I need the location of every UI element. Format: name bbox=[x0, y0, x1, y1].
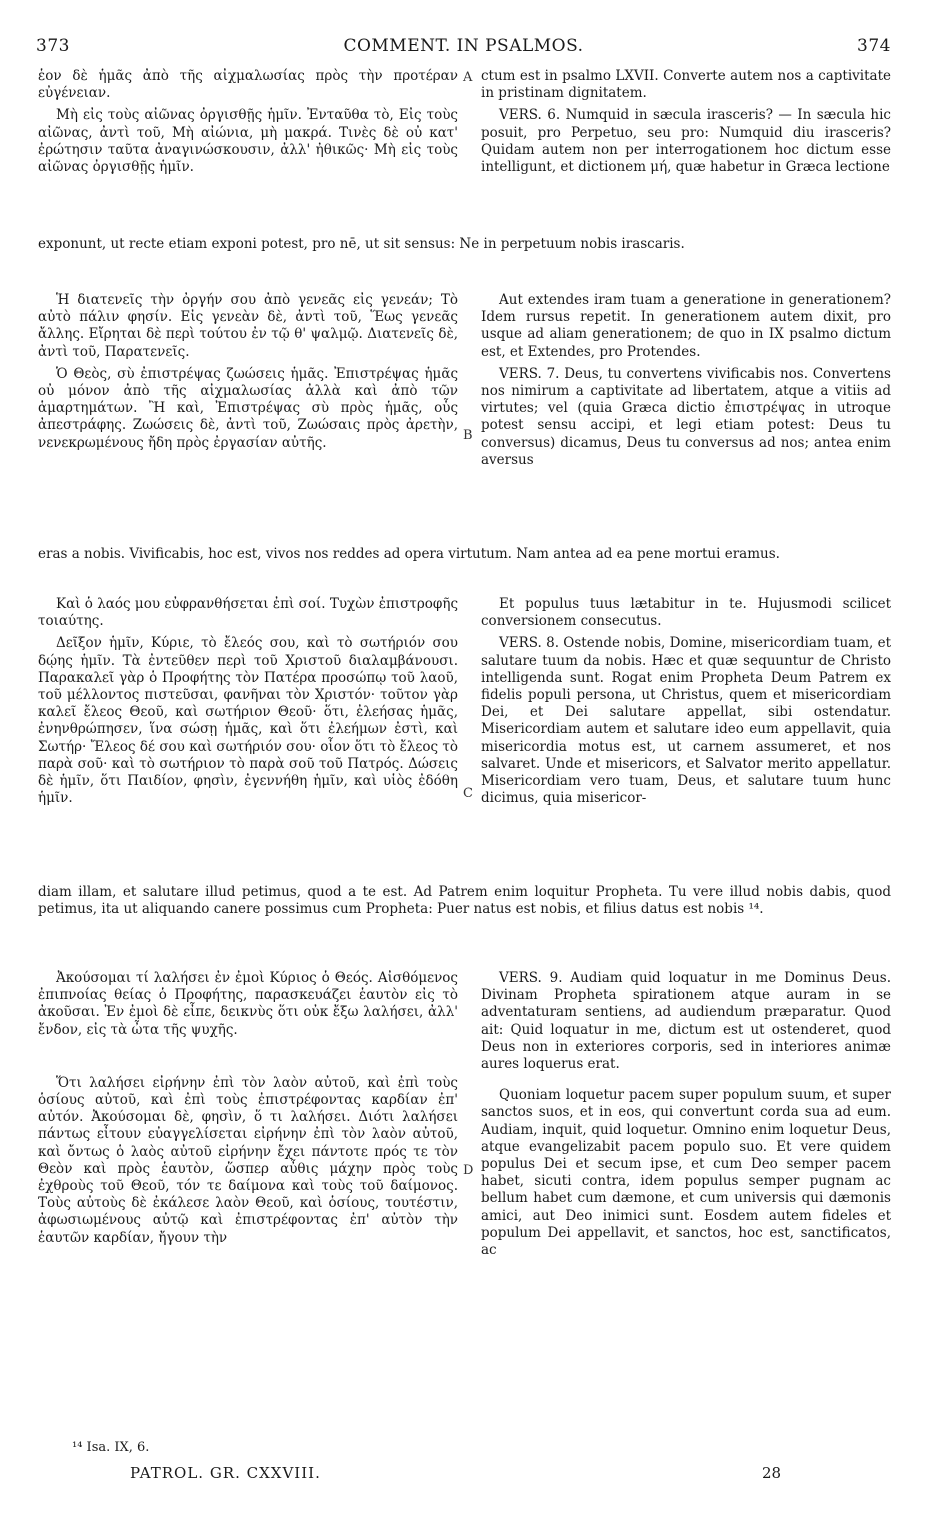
greek-paragraph: Μὴ εἰς τοὺς αἰῶνας ὀργισθῇς ἡμῖν. Ἐνταῦθα τὸ, Εἰς τοὺς αἰῶνας, ἀντὶ τοῦ, Μὴ αἰώνια, μὴ μακρά. Τινὲς δὲ οὐ κατ' ἐρώτησιν ταῦτα ἀναγινώσκουσιν, ἀλλ' ἠθικῶς· Μὴ εἰς τοὺς αἰῶνας ὀργισθῇς ἡμῖν. bbox=[38, 107, 458, 176]
latin-paragraph: VERS. 6. Numquid in sæcula irasceris? — In sæcula hic posuit, pro Perpetuo, seu pro: Numquid diu irasceris? Quidam autem non per interrogationem hoc dictum esse intelligunt, et dictionem μή, quæ habetur in Græca lectione bbox=[481, 107, 891, 176]
margin-letter-c: C bbox=[463, 786, 473, 801]
greek-paragraph: Ἡ διατενεῖς τὴν ὀργήν σου ἀπὸ γενεᾶς εἰς γενεάν; Τὸ αὐτὸ πάλιν φησίν. Εἰς γενεὰν δὲ, ἀντὶ τοῦ, Ἕως γενεᾶς ἄλλης. Εἴρηται δὲ περὶ τούτου ἐν τῷ θ' ψαλμῷ. Διατενεῖς δὲ, ἀντὶ τοῦ, Παρατενεῖς. bbox=[38, 292, 458, 360]
greek-column-block-4 bbox=[38, 970, 458, 1247]
latin-paragraph: VERS. 9. Audiam quid loquatur in me Dominus Deus. Divinam Propheta spirationem atque auram in se adventaturam sentiens, ad audiendum præparatur. Quod ait: Quid loquatur in me, dictum est ut ostenderet, quod Deus non in exteriores corporis, sed in interiores animæ aures loquerus erat. bbox=[481, 970, 891, 1073]
greek-paragraph: Καὶ ὁ λαός μου εὐφρανθήσεται ἐπὶ σοί. Τυχὼν ἐπιστροφῆς τοιαύτης. bbox=[38, 596, 458, 630]
latin-paragraph: VERS. 8. Ostende nobis, Domine, misericordiam tuam, et salutare tuum da nobis. Hæc et quæ sequuntur de Christo intelligenda sunt. Rogat enim Propheta Deum Patrem ex fidelis populi persona, ut Christus, quem et misericordiam Dei, et Dei salutare appellat, sibi ostendatur. Misericordiam autem et salutare ideo eum appellavit, quia misericordia motus est, ut carnem assumeret, et nos salvaret. Unde et misericors, et Salvator merito appellatur. Misericordiam vero tuam, Deus, et salutare tuum hunc dicimus, quia misericor- bbox=[481, 635, 891, 807]
greek-paragraph: Ὁ Θεὸς, σὺ ἐπιστρέψας ζωώσεις ἡμᾶς. Ἐπιστρέψας ἡμᾶς οὐ μόνον ἀπὸ τῆς αἰχμαλωσίας ἀλλὰ καὶ ἀπὸ τῶν ἁμαρτημάτων. Ἢ καὶ, Ἐπιστρέψας σὺ πρὸς ἡμᾶς, οὗς ἀπεστράφης. Ζωώσεις δὲ, ἀντὶ τοῦ, Ζωώσαις πρὸς ἀρετὴν, νενεκρωμένους ἤδη πρὸς ἐργασίαν αὐτῆς. bbox=[38, 365, 458, 451]
greek-paragraph: Ἀκούσομαι τί λαλήσει ἐν ἐμοὶ Κύριος ὁ Θεός. Αἰσθόμενος ἐπιπνοίας θείας ὁ Προφήτης, παρασκευάζει ἑαυτὸν εἰς τὸ ἀκοῦσαι. Ἐν ἐμοὶ δὲ εἶπε, δεικνὺς ὅτι οὐκ ἔξω λαλήσει, ἀλλ' ἔνδον, εἰς τὰ ὦτα τῆς ψυχῆς. bbox=[38, 970, 458, 1038]
margin-letter-b: B bbox=[463, 428, 473, 443]
greek-column-block-2 bbox=[38, 292, 458, 452]
footnote: ¹⁴ Isa. IX, 6. bbox=[72, 1440, 150, 1455]
latin-paragraph: ctum est in psalmo LXVII. Converte autem nos a captivitate in pristinam dignitatem. bbox=[481, 68, 891, 102]
latin-column-block-2 bbox=[481, 292, 891, 469]
right-page-number: 374 bbox=[857, 36, 891, 56]
margin-letter-d: D bbox=[463, 1163, 474, 1178]
latin-paragraph: Et populus tuus lætabitur in te. Hujusmodi scilicet conversionem consecutus. bbox=[481, 596, 891, 630]
full-width-line-block-3: diam illam, et salutare illud petimus, quod a te est. Ad Patrem enim loquitur Propheta. Tu vere illud nobis dabis, quod petimus, ita ut aliquando canere possimus cum Propheta: Puer natus est nobis, et filius datus est nobis ¹⁴. bbox=[38, 884, 891, 918]
greek-column-block-3 bbox=[38, 596, 458, 807]
latin-paragraph: Quoniam loquetur pacem super populum suum, et super sanctos suos, et in eos, qui convertunt corda sua ad eum. Audiam, inquit, quid loquetur. Omnino enim loquetur Deus, atque evangelizabit pacem populo suo. Et vere quidem populus Dei et secum ipse, et cum Deo semper pacem habet, sicuti contra, idem populus semper pugnam ac bellum habet cum dæmone, et cum universis qui dæmonis amici, aut Deo inimici sunt. Eosdem autem fideles et populum Dei appellavit, et sanctos, hoc est, sanctificatos, ac bbox=[481, 1087, 891, 1259]
greek-column-block-1 bbox=[38, 68, 458, 176]
latin-column-block-4 bbox=[481, 970, 891, 1259]
margin-letter-a: A bbox=[463, 70, 473, 85]
latin-column-block-1 bbox=[481, 68, 891, 176]
greek-paragraph: Ὅτι λαλήσει εἰρήνην ἐπὶ τὸν λαὸν αὐτοῦ, καὶ ἐπὶ τοὺς ὁσίους αὐτοῦ, καὶ ἐπὶ τοὺς ἐπιστρέφοντας καρδίαν ἐπ' αὐτόν. Ἀκούσομαι δὲ, φησὶν, ὅ τι λαλήσει. Διότι λαλήσει πάντως εἶτουν εὐαγγελίσεται εἰρήνην ἐπὶ τὸν λαὸν αὐτοῦ, καὶ ὄντως ὁ λαὸς αὐτοῦ εἰρήνην ἔχει πάντοτε πρός τε τὸν Θεὸν καὶ πρὸς ἑαυτὸν, ὥσπερ αὖθις μάχην πρὸς τοὺς ἐχθροὺς τοῦ Θεοῦ, τόν τε δαίμονα καὶ τοὺς τοῦ δαίμονος. Τοὺς αὐτοὺς δὲ ἐκάλεσε λαὸν Θεοῦ, καὶ ὁσίους, τουτέστιν, ἀφωσιωμένους αὐτῷ καὶ ἐπιστρέφοντας ἐπ' αὐτὸν τὴν ἑαυτῶν καρδίαν, ἤγουν τὴν bbox=[38, 1074, 458, 1246]
latin-paragraph: VERS. 7. Deus, tu convertens vivificabis nos. Convertens nos nimirum a captivitate ad libertatem, atque a vitiis ad virtutes; vel (quia Græca dictio ἐπιστρέψας in utroque potest sensu accipi, et legi etiam potest: Deus tu conversus) dicamus, Deus tu conversus ad nos; antea enim aversus bbox=[481, 365, 891, 468]
latin-column-block-3 bbox=[481, 596, 891, 807]
running-title: COMMENT. IN PSALMOS. bbox=[343, 36, 584, 56]
full-width-line-block-2: eras a nobis. Vivificabis, hoc est, vivos nos reddes ad opera virtutum. Nam antea ad ea pene mortui eramus. bbox=[38, 546, 780, 562]
patrologia-signature: PATROL. GR. CXXVIII. bbox=[130, 1464, 321, 1482]
sheet-number: 28 bbox=[762, 1464, 782, 1482]
left-page-number: 373 bbox=[36, 36, 70, 56]
latin-paragraph: Aut extendes iram tuam a generatione in generationem? Idem rursus repetit. In generationem autem dixit, pro usque ad aliam generationem; de quo in IX psalmo dictum est, et Extendes, pro Protendes. bbox=[481, 292, 891, 360]
greek-paragraph: ἑον δὲ ἡμᾶς ἀπὸ τῆς αἰχμαλωσίας πρὸς τὴν προτέραν εὐγένειαν. bbox=[38, 68, 458, 102]
full-width-line-block-1: exponunt, ut recte etiam exponi potest, pro nē, ut sit sensus: Ne in perpetuum nobis irascaris. bbox=[38, 236, 685, 252]
greek-paragraph: Δεῖξον ἡμῖν, Κύριε, τὸ ἔλεός σου, καὶ τὸ σωτήριόν σου δῴης ἡμῖν. Τὰ ἐντεῦθεν περὶ τοῦ Χριστοῦ διαλαμβάνουσι. Παρακαλεῖ γὰρ ὁ Προφήτης τὸν Πατέρα προσώπῳ τοῦ λαοῦ, τοῦ μέλλοντος πιστεῦσαι, φανῆναι τὸν Χριστόν· τοῦτον γὰρ καλεῖ ἔλεος Θεοῦ, καὶ σωτήριον Θεοῦ· ὅτι, ἐλεήσας ἡμᾶς, ἐνηνθρώπησεν, ἵνα σώσῃ ἡμᾶς, καὶ ὅτι ἐλεήμων ἐστὶ, καὶ Σωτήρ· Ἔλεος δέ σου καὶ σωτήριόν σου· οἷον ὅτι τὸ ἔλεος τὸ παρὰ σοῦ· καὶ τὸ σωτήριον τὸ παρὰ σοῦ τοῦ Πατρός. Δώσεις δὲ ἡμῖν, ὅτι Παιδίον, φησὶν, ἐγεννήθη ἡμῖν, καὶ υἱὸς ἐδόθη ἡμῖν. bbox=[38, 635, 458, 807]
